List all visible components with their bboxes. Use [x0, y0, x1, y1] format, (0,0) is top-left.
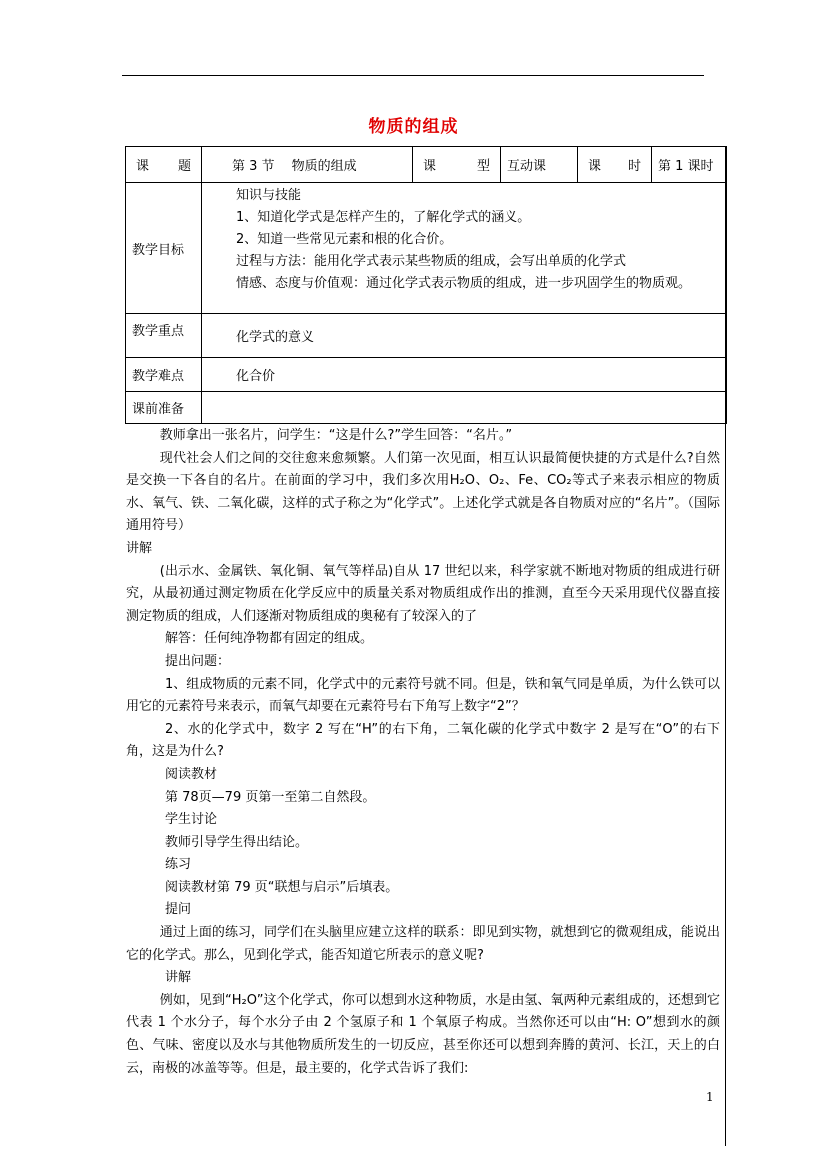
- paragraph: 现代社会人们之间的交往愈来愈频繁。人们第一次见面，相互认识最简便快捷的方式是什么?自然是交换一下各自的名片。在前面的学习中，我们多次用H₂O、O₂、Fe、CO₂等式子来表示相应的物质水、氧气、铁、二氧化碳，这样的式子称之为“化学式”。上述化学式就是各自物质对应的“名片”。（国际通用符号）: [126, 450, 720, 534]
- focus-row: [126, 314, 727, 358]
- paragraph: 解答：任何纯净物都有固定的组成。: [165, 631, 374, 647]
- difficulty-row: [126, 358, 727, 392]
- section-heading: 练习: [165, 857, 192, 873]
- section-heading: 提问: [165, 902, 192, 918]
- header-rule: [122, 75, 704, 76]
- difficulty-value: 化合价: [202, 358, 727, 392]
- page-title: 物质的组成: [368, 117, 459, 137]
- section-heading: 提出问题：: [165, 653, 231, 669]
- objectives-row: [126, 183, 727, 314]
- preparation-row: [126, 392, 727, 424]
- section-heading: 讲解: [165, 970, 192, 986]
- paragraph: 阅读教材第 79 页“联想与启示”后填表。: [165, 879, 399, 895]
- time-label: 课 时: [578, 147, 652, 183]
- preparation-value: [202, 392, 727, 424]
- objectives-content: [202, 183, 727, 314]
- focus-value: 化学式的意义: [202, 314, 727, 358]
- paragraph: (出示水、金属铁、氧化铜、氧气等样品)自从 17 世纪以来，科学家就不断地对物质的组成进行研究，从最初通过测定物质在化学反应中的质量关系对物质组成作出的推测，直至今天采用现代仪器直接测定物质的组成，人们逐渐对物质组成的奥秘有了较深入的了: [126, 563, 720, 624]
- lesson-info-table: [125, 146, 727, 424]
- paragraph: 2、水的化学式中，数字 2 写在“H”的右下角，二氧化碳的化学式中数字 2 是写在“O”的右下角，这是为什么?: [126, 721, 720, 760]
- objective-line: 2、知道一些常见元素和根的化合价。: [236, 232, 453, 247]
- section-heading: 学生讨论: [165, 812, 218, 828]
- objective-line: 知识与技能: [236, 188, 302, 203]
- lesson-value: 第 3 节 物质的组成: [202, 147, 413, 183]
- objective-line: 1、知道化学式是怎样产生的，了解化学式的涵义。: [236, 210, 531, 225]
- section-heading: 讲解: [126, 540, 153, 556]
- lesson-row: [126, 147, 727, 183]
- lesson-label: 课 题: [126, 147, 202, 183]
- objective-line: 情感、态度与价值观：通过化学式表示物质的组成，进一步巩固学生的物质观。: [236, 276, 692, 291]
- section-heading: 阅读教材: [165, 766, 218, 782]
- objectives-label: 教学目标: [126, 183, 202, 314]
- paragraph: 例如，见到“H₂O”这个化学式，你可以想到水这种物质，水是由氢、氧两种元素组成的，还想到它代表 1 个水分子，每个水分子由 2 个氢原子和 1 个氧原子构成。当然你还可以由“H: O”想到水的颜色、气味、密度以及水与其他物质所发生的一切反应，甚至你还可以想到奔腾的黄河、长江，天上的白云，南极的冰盖等等。但是，最主要的，化学式告诉了我们:: [126, 992, 720, 1076]
- difficulty-label: 教学难点: [126, 358, 202, 392]
- paragraph: 教师引导学生得出结论。: [165, 834, 309, 850]
- type-value: 互动课: [501, 147, 578, 183]
- type-label: 课 型: [413, 147, 501, 183]
- time-value: 第 1 课时: [652, 147, 727, 183]
- focus-label: 教学重点: [126, 314, 202, 358]
- paragraph: 1、组成物质的元素不同，化学式中的元素符号就不同。但是，铁和氧气同是单质，为什么铁可以用它的元素符号来表示，而氧气却要在元素符号右下角写上数字“2”？: [126, 676, 720, 715]
- paragraph: 第 78页—79 页第一至第二自然段。: [165, 789, 376, 805]
- preparation-label: 课前准备: [126, 392, 202, 424]
- lesson-body: [126, 425, 720, 1080]
- page-number: 1: [706, 1090, 714, 1104]
- paragraph: 通过上面的练习，同学们在头脑里应建立这样的联系：即见到实物，就想到它的微观组成，能说出它的化学式。那么，见到化学式，能否知道它所表示的意义呢?: [126, 925, 720, 963]
- paragraph: 教师拿出一张名片，问学生：“这是什么?”学生回答：“名片。”: [159, 428, 513, 443]
- objective-line: 过程与方法：能用化学式表示某些物质的组成，会写出单质的化学式: [236, 254, 627, 269]
